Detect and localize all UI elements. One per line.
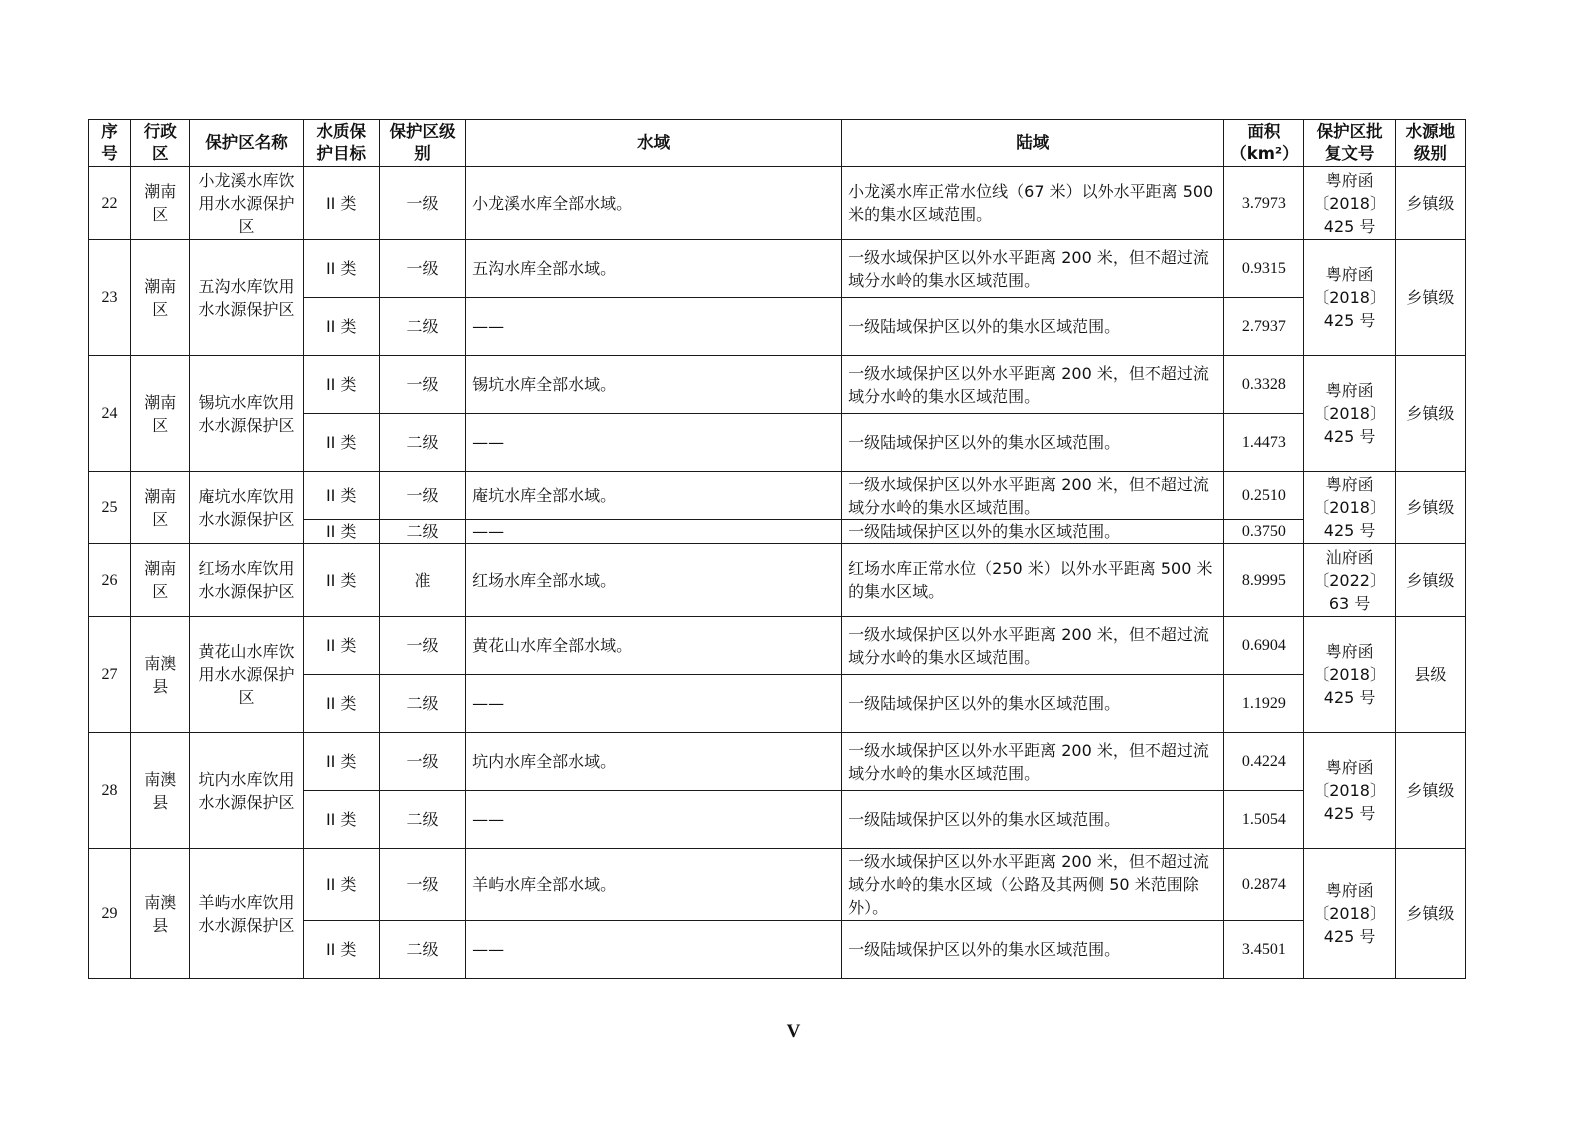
row-district: 潮南区 <box>131 472 190 544</box>
table-row <box>89 544 1466 617</box>
row-source-level: 乡镇级 <box>1395 544 1465 617</box>
header-row <box>89 120 1466 167</box>
zone-target: II 类 <box>303 356 379 414</box>
zone-level: 一级 <box>379 240 465 298</box>
table-row <box>89 240 1466 298</box>
table-row <box>89 356 1466 414</box>
row-approval: 粤府函〔2018〕425 号 <box>1304 472 1395 544</box>
header-water: 水域 <box>466 120 842 167</box>
zone-level: 一级 <box>379 167 465 240</box>
zone-area: 1.5054 <box>1224 791 1304 849</box>
row-seq: 27 <box>89 617 131 733</box>
header-approval: 保护区批复文号 <box>1304 120 1395 167</box>
zone-land: 一级陆域保护区以外的集水区域范围。 <box>842 414 1224 472</box>
zone-water: —— <box>466 520 842 544</box>
row-name: 坑内水库饮用水水源保护区 <box>190 733 303 849</box>
zone-area: 0.6904 <box>1224 617 1304 675</box>
zone-level: 二级 <box>379 298 465 356</box>
zone-level: 一级 <box>379 849 465 921</box>
zone-water: —— <box>466 675 842 733</box>
zone-target: II 类 <box>303 472 379 520</box>
row-approval: 汕府函〔2022〕63 号 <box>1304 544 1395 617</box>
zone-land: 一级水域保护区以外水平距离 200 米，但不超过流域分水岭的集水区域范围。 <box>842 733 1224 791</box>
zone-target: II 类 <box>303 733 379 791</box>
row-source-level: 乡镇级 <box>1395 167 1465 240</box>
zone-area: 2.7937 <box>1224 298 1304 356</box>
zone-water: —— <box>466 298 842 356</box>
row-name: 小龙溪水库饮用水水源保护区 <box>190 167 303 240</box>
row-source-level: 乡镇级 <box>1395 356 1465 472</box>
zone-target: II 类 <box>303 240 379 298</box>
zone-level: 准 <box>379 544 465 617</box>
zone-area: 0.9315 <box>1224 240 1304 298</box>
zone-target: II 类 <box>303 921 379 979</box>
zone-area: 0.4224 <box>1224 733 1304 791</box>
table-row <box>89 167 1466 240</box>
row-seq: 22 <box>89 167 131 240</box>
zone-level: 一级 <box>379 617 465 675</box>
zone-level: 一级 <box>379 472 465 520</box>
zone-land: 一级水域保护区以外水平距离 200 米，但不超过流域分水岭的集水区域范围。 <box>842 617 1224 675</box>
zone-water: 羊屿水库全部水域。 <box>466 849 842 921</box>
row-seq: 24 <box>89 356 131 472</box>
zone-target: II 类 <box>303 849 379 921</box>
zone-water: —— <box>466 921 842 979</box>
header-source-level: 水源地级别 <box>1395 120 1465 167</box>
zone-water: 坑内水库全部水域。 <box>466 733 842 791</box>
row-district: 南澳县 <box>131 617 190 733</box>
zone-water: 五沟水库全部水域。 <box>466 240 842 298</box>
zone-area: 3.7973 <box>1224 167 1304 240</box>
header-target: 水质保护目标 <box>303 120 379 167</box>
header-name: 保护区名称 <box>190 120 303 167</box>
row-approval: 粤府函〔2018〕425 号 <box>1304 733 1395 849</box>
row-name: 五沟水库饮用水水源保护区 <box>190 240 303 356</box>
header-area: 面积（km²） <box>1224 120 1304 167</box>
row-seq: 23 <box>89 240 131 356</box>
zone-area: 0.3328 <box>1224 356 1304 414</box>
zone-target: II 类 <box>303 298 379 356</box>
row-approval: 粤府函〔2018〕425 号 <box>1304 849 1395 979</box>
zone-area: 8.9995 <box>1224 544 1304 617</box>
zone-land: 一级陆域保护区以外的集水区域范围。 <box>842 298 1224 356</box>
row-source-level: 乡镇级 <box>1395 240 1465 356</box>
row-district: 潮南区 <box>131 240 190 356</box>
zone-area: 1.1929 <box>1224 675 1304 733</box>
zone-target: II 类 <box>303 520 379 544</box>
table-row <box>89 472 1466 520</box>
table-row <box>89 849 1466 921</box>
row-district: 潮南区 <box>131 544 190 617</box>
row-source-level: 乡镇级 <box>1395 472 1465 544</box>
zone-area: 0.3750 <box>1224 520 1304 544</box>
zone-target: II 类 <box>303 791 379 849</box>
row-seq: 28 <box>89 733 131 849</box>
row-name: 锡坑水库饮用水水源保护区 <box>190 356 303 472</box>
zone-water: —— <box>466 791 842 849</box>
row-name: 庵坑水库饮用水水源保护区 <box>190 472 303 544</box>
zone-land: 一级陆域保护区以外的集水区域范围。 <box>842 520 1224 544</box>
zone-target: II 类 <box>303 675 379 733</box>
zone-area: 3.4501 <box>1224 921 1304 979</box>
zone-water: 红场水库全部水域。 <box>466 544 842 617</box>
row-seq: 29 <box>89 849 131 979</box>
zone-target: II 类 <box>303 414 379 472</box>
header-district: 行政区 <box>131 120 190 167</box>
zone-land: 一级水域保护区以外水平距离 200 米，但不超过流域分水岭的集水区域范围。 <box>842 240 1224 298</box>
zone-area: 1.4473 <box>1224 414 1304 472</box>
zone-land: 红场水库正常水位（250 米）以外水平距离 500 米的集水区域。 <box>842 544 1224 617</box>
table-row <box>89 617 1466 675</box>
row-seq: 26 <box>89 544 131 617</box>
zone-water: 锡坑水库全部水域。 <box>466 356 842 414</box>
row-district: 南澳县 <box>131 849 190 979</box>
zone-land: 一级陆域保护区以外的集水区域范围。 <box>842 675 1224 733</box>
row-district: 南澳县 <box>131 733 190 849</box>
header-seq: 序号 <box>89 120 131 167</box>
row-source-level: 县级 <box>1395 617 1465 733</box>
table-row <box>89 733 1466 791</box>
zone-land: 小龙溪水库正常水位线（67 米）以外水平距离 500 米的集水区域范围。 <box>842 167 1224 240</box>
row-approval: 粤府函〔2018〕425 号 <box>1304 167 1395 240</box>
row-district: 潮南区 <box>131 167 190 240</box>
row-approval: 粤府函〔2018〕425 号 <box>1304 240 1395 356</box>
zone-water: —— <box>466 414 842 472</box>
zone-area: 0.2510 <box>1224 472 1304 520</box>
row-source-level: 乡镇级 <box>1395 733 1465 849</box>
row-source-level: 乡镇级 <box>1395 849 1465 979</box>
zone-land: 一级陆域保护区以外的集水区域范围。 <box>842 791 1224 849</box>
zone-land: 一级陆域保护区以外的集水区域范围。 <box>842 921 1224 979</box>
row-approval: 粤府函〔2018〕425 号 <box>1304 617 1395 733</box>
zone-level: 二级 <box>379 414 465 472</box>
header-land: 陆域 <box>842 120 1224 167</box>
zone-level: 二级 <box>379 520 465 544</box>
row-name: 羊屿水库饮用水水源保护区 <box>190 849 303 979</box>
zone-land: 一级水域保护区以外水平距离 200 米，但不超过流域分水岭的集水区域范围。 <box>842 472 1224 520</box>
page-number: V <box>786 1021 801 1042</box>
zone-level: 一级 <box>379 733 465 791</box>
zone-level: 二级 <box>379 791 465 849</box>
zone-land: 一级水域保护区以外水平距离 200 米，但不超过流域分水岭的集水区域（公路及其两侧 50 米范围除外）。 <box>842 849 1224 921</box>
zone-land: 一级水域保护区以外水平距离 200 米，但不超过流域分水岭的集水区域范围。 <box>842 356 1224 414</box>
zone-level: 二级 <box>379 675 465 733</box>
zone-area: 0.2874 <box>1224 849 1304 921</box>
row-name: 黄花山水库饮用水水源保护区 <box>190 617 303 733</box>
zone-water: 黄花山水库全部水域。 <box>466 617 842 675</box>
protection-zone-table <box>88 119 1466 979</box>
zone-level: 一级 <box>379 356 465 414</box>
row-seq: 25 <box>89 472 131 544</box>
row-name: 红场水库饮用水水源保护区 <box>190 544 303 617</box>
zone-water: 庵坑水库全部水域。 <box>466 472 842 520</box>
zone-water: 小龙溪水库全部水域。 <box>466 167 842 240</box>
zone-target: II 类 <box>303 617 379 675</box>
zone-target: II 类 <box>303 544 379 617</box>
zone-target: II 类 <box>303 167 379 240</box>
row-approval: 粤府函〔2018〕425 号 <box>1304 356 1395 472</box>
row-district: 潮南区 <box>131 356 190 472</box>
zone-level: 二级 <box>379 921 465 979</box>
header-level: 保护区级别 <box>379 120 465 167</box>
